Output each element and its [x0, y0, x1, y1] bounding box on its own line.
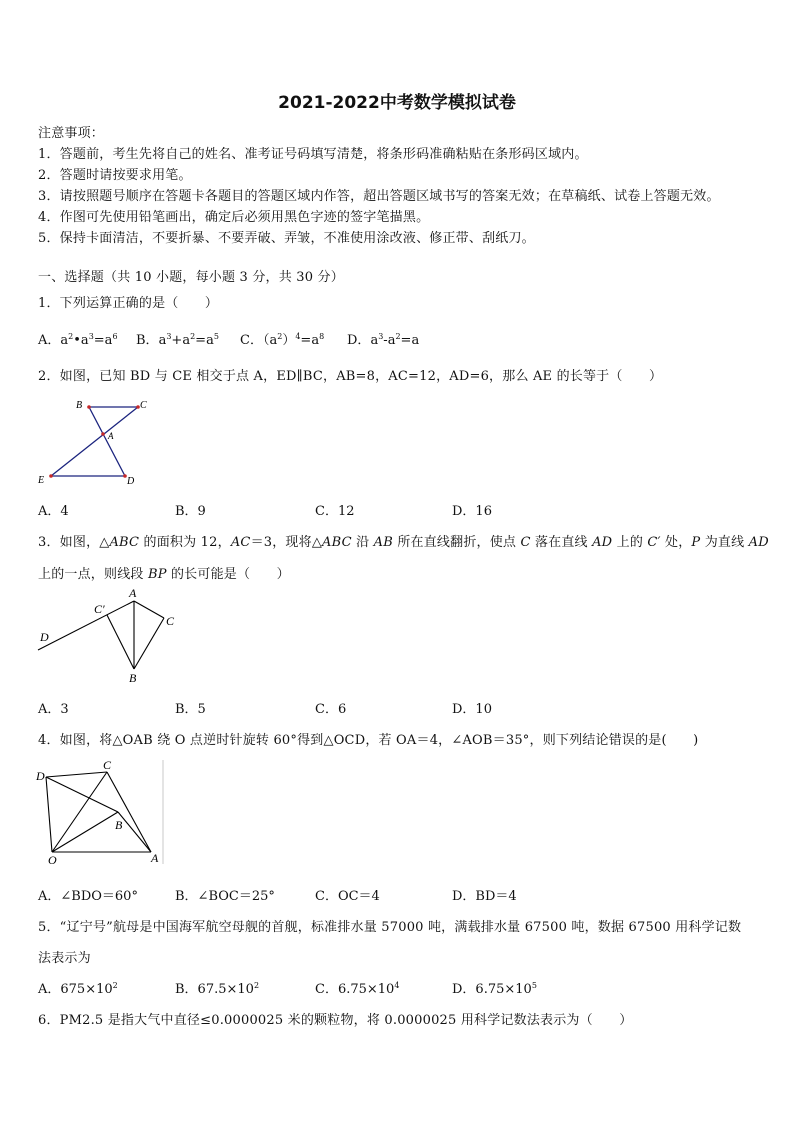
option-a: A．3: [38, 702, 69, 717]
question-6-stem: 6．PM2.5 是指大气中直径≤0.0000025 米的颗粒物，将 0.0000025 用科学记数法表示为（ ）: [38, 1013, 633, 1028]
notice-heading: 注意事项：: [38, 126, 105, 141]
label-D: D: [40, 630, 49, 644]
option-b: B．5: [175, 702, 206, 717]
option-a: A．$a^2•a^3=a^6$: [38, 332, 118, 348]
label-C: C: [140, 400, 147, 411]
label-O: O: [48, 853, 57, 867]
question-5-stem-line2: 法表示为: [38, 951, 91, 966]
question-2-stem: 2．如图，已知 BD 与 CE 相交于点 A，ED∥BC，AB=8，AC=12，AD=6，那么 AE 的长等于（ ）: [38, 369, 663, 384]
notice-item: 2．答题时请按要求用笔。: [38, 168, 192, 183]
question-3-stem-line1: 3．如图，△ABC 的面积为 12，AC＝3，现将△ABC 沿 AB 所在直线翻折，使点 C 落在直线 AD 上的 C′ 处，P 为直线 AD: [38, 535, 769, 550]
option-a: A．∠BDO＝60°: [38, 889, 138, 904]
option-d: D．$6.75\times 10^5$: [452, 981, 537, 997]
question-1-stem: 1．下列运算正确的是（ ）: [38, 296, 219, 311]
notice-item: 5．保持卡面清洁，不要折暴、不要弄破、弄皱，不准使用涂改液、修正带、刮纸刀。: [38, 231, 535, 246]
option-b: B．∠BOC＝25°: [175, 889, 275, 904]
question-5-stem-line1: 5．“辽宁号”航母是中国海军航空母舰的首舰，标准排水量 57000 吨，满载排水量 67500 吨，数据 67500 用科学记数: [38, 920, 742, 935]
option-c: C．$6.75\times 10^4$: [315, 981, 400, 997]
label-B: B: [129, 671, 137, 685]
option-b: B．$a^3+a^2=a^5$: [136, 332, 219, 348]
option-c: C．OC＝4: [315, 889, 380, 904]
label-A: A: [129, 586, 137, 600]
label-C: C: [103, 758, 112, 772]
notice-item: 3．请按照题号顺序在答题卡各题目的答题区域内作答，超出答题区域书写的答案无效；在草稿纸、试卷上答题无效。: [38, 189, 720, 204]
question-2-figure: [34, 394, 147, 490]
label-A: A: [151, 851, 159, 865]
label-C-prime: C′: [94, 602, 105, 616]
option-b: B．9: [175, 504, 206, 519]
page-title: 2021-2022中考数学模拟试卷: [278, 93, 516, 113]
option-d: D．$a^3-a^2=a$: [347, 332, 420, 348]
option-a: A．$675\times 10^2$: [38, 981, 118, 997]
question-3-figure: [34, 585, 194, 690]
question-4-stem: 4．如图，将△OAB 绕 O 点逆时针旋转 60°得到△OCD，若 OA＝4，∠AOB＝35°，则下列结论错误的是( ): [38, 733, 699, 748]
label-D: D: [127, 476, 135, 487]
notice-item: 4．作图可先使用铅笔画出，确定后必须用黑色字迹的签字笔描黑。: [38, 210, 430, 225]
option-a: A．4: [38, 504, 69, 519]
option-c: C．6: [315, 702, 347, 717]
label-B: B: [115, 818, 123, 832]
option-d: D．10: [452, 702, 492, 717]
question-3-stem-line2: 上的一点，则线段 BP 的长可能是（ ）: [38, 567, 290, 582]
section-heading: 一、选择题（共 10 小题，每小题 3 分，共 30 分）: [38, 270, 344, 285]
notice-item: 1．答题前，考生先将自己的姓名、准考证号码填写清楚，将条形码准确粘贴在条形码区域内。: [38, 147, 588, 162]
label-D: D: [36, 769, 45, 783]
label-C: C: [166, 614, 175, 628]
option-c: C．12: [315, 504, 355, 519]
label-B: B: [76, 400, 83, 411]
label-E: E: [38, 475, 45, 486]
question-4-figure: [34, 756, 166, 868]
option-b: B．$67.5\times 10^2$: [175, 981, 260, 997]
option-d: D．16: [452, 504, 492, 519]
label-A: A: [108, 431, 114, 441]
option-c: C．$(a^2)^4=a^8$: [240, 332, 325, 348]
option-d: D．BD＝4: [452, 889, 517, 904]
